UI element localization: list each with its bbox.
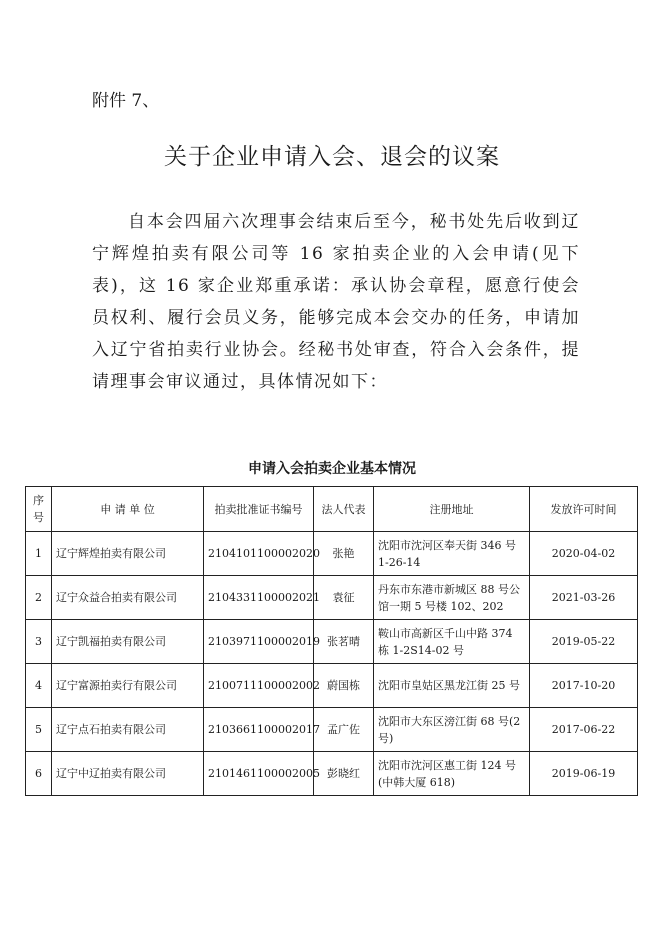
table-row (26, 576, 638, 620)
cell-index: 3 (26, 620, 52, 664)
header-date: 发放许可时间 (530, 487, 638, 532)
cell-unit: 辽宁辉煌拍卖有限公司 (52, 532, 204, 576)
cell-date: 2019-05-22 (530, 620, 638, 664)
cell-unit: 辽宁富源拍卖行有限公司 (52, 664, 204, 708)
cell-rep: 彭晓红 (314, 752, 374, 796)
cell-address: 沈阳市沈河区惠工街 124 号(中韩大厦 618) (374, 752, 530, 796)
cell-date: 2017-06-22 (530, 708, 638, 752)
header-index: 序号 (26, 487, 52, 532)
cell-index: 1 (26, 532, 52, 576)
cell-address: 沈阳市皇姑区黑龙江街 25 号 (374, 664, 530, 708)
cell-unit: 辽宁中辽拍卖有限公司 (52, 752, 204, 796)
cell-rep: 袁征 (314, 576, 374, 620)
cell-unit: 辽宁众益合拍卖有限公司 (52, 576, 204, 620)
table-row (26, 620, 638, 664)
cell-address: 鞍山市高新区千山中路 374 栋 1-2S14-02 号 (374, 620, 530, 664)
cell-license: 2103661100002017 (204, 708, 314, 752)
header-unit: 申 请 单 位 (52, 487, 204, 532)
cell-license: 2104101100002020 (204, 532, 314, 576)
cell-rep: 孟广佐 (314, 708, 374, 752)
cell-date: 2019-06-19 (530, 752, 638, 796)
cell-license: 2101461100002005 (204, 752, 314, 796)
table-row (26, 708, 638, 752)
table-row (26, 664, 638, 708)
cell-address: 沈阳市沈河区奉天街 346 号 1-26-14 (374, 532, 530, 576)
header-rep: 法人代表 (314, 487, 374, 532)
cell-address: 丹东市东港市新城区 88 号公馆一期 5 号楼 102、202 (374, 576, 530, 620)
cell-rep: 蔚国栋 (314, 664, 374, 708)
table-header-row (26, 487, 638, 532)
body-text (92, 206, 580, 398)
cell-date: 2020-04-02 (530, 532, 638, 576)
cell-rep: 张茗晴 (314, 620, 374, 664)
table-title: 申请入会拍卖企业基本情况 (248, 461, 416, 477)
cell-address: 沈阳市大东区滂江街 68 号(2 号) (374, 708, 530, 752)
table-row (26, 532, 638, 576)
document-title: 关于企业申请入会、退会的议案 (164, 144, 500, 170)
cell-index: 2 (26, 576, 52, 620)
applicant-table (25, 486, 638, 796)
cell-date: 2021-03-26 (530, 576, 638, 620)
cell-license: 2103971100002019 (204, 620, 314, 664)
cell-index: 6 (26, 752, 52, 796)
cell-unit: 辽宁凯福拍卖有限公司 (52, 620, 204, 664)
header-address: 注册地址 (374, 487, 530, 532)
cell-license: 2104331100002021 (204, 576, 314, 620)
cell-date: 2017-10-20 (530, 664, 638, 708)
intro-paragraph: 自本会四届六次理事会结束后至今，秘书处先后收到辽宁辉煌拍卖有限公司等 16 家拍卖企业的入会申请(见下表)，这 16 家企业郑重承诺：承认协会章程，愿意行使会员权利、履行会员义务，能够完成本会交办的任务，申请加入辽宁省拍卖行业协会。经秘书处审查，符合入会条件，提请理事会审议通过，具体情况如下： (92, 212, 580, 392)
cell-index: 5 (26, 708, 52, 752)
cell-license: 2100711100002002 (204, 664, 314, 708)
table-row (26, 752, 638, 796)
header-license: 拍卖批准证书编号 (204, 487, 314, 532)
cell-unit: 辽宁点石拍卖有限公司 (52, 708, 204, 752)
cell-rep: 张艳 (314, 532, 374, 576)
cell-index: 4 (26, 664, 52, 708)
attachment-label: 附件 7、 (92, 91, 160, 111)
